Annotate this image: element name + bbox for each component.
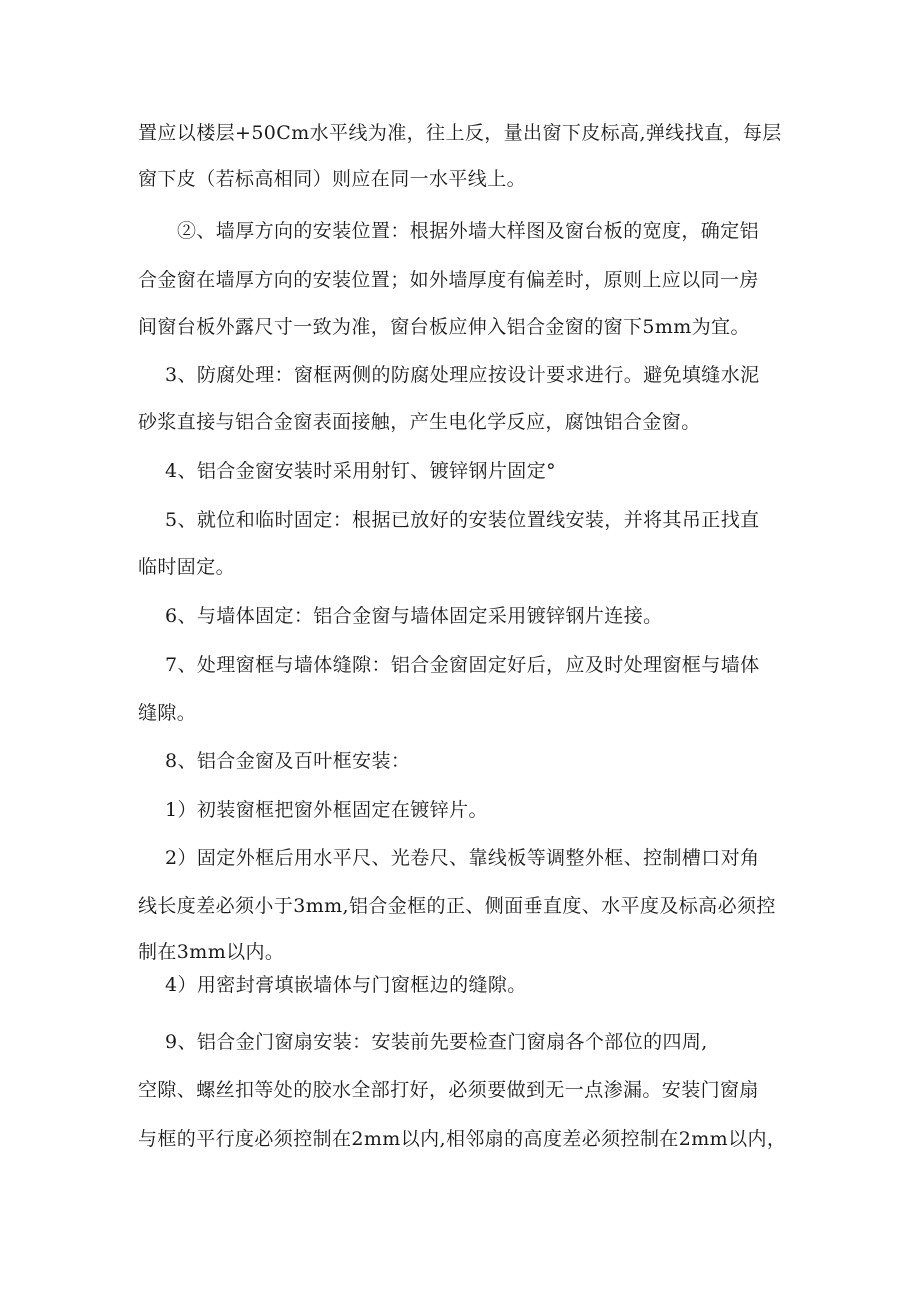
text-line: 4）用密封膏填嵌墙体与门窗框边的缝隙。 [165,974,527,996]
text-line: 9、铝合金门窗扇安装：安装前先要检查门窗扇各个部位的四周, [165,1031,708,1053]
text-line: 置应以楼层+50Cm水平线为准，往上反，量出窗下皮标高,弹线找直，每层 [138,122,782,144]
text-line: 3、防腐处理：窗框两侧的防腐处理应按设计要求进行。避免填缝水泥 [165,364,760,386]
text-line: 临时固定。 [138,556,236,578]
text-line: 窗下皮（若标高相同）则应在同一水平线上。 [138,168,527,190]
text-line: 砂浆直接与铝合金窗表面接触，产生电化学反应，腐蚀铝合金窗。 [138,411,701,433]
text-line: 2）固定外框后用水平尺、光卷尺、靠线板等调整外框、控制槽口对角 [165,847,760,869]
text-line: 5、就位和临时固定：根据已放好的安装位置线安装，并将其吊正找直 [165,509,760,531]
text-line: 缝隙。 [138,702,197,724]
text-line: 空隙、螺丝扣等处的胶水全部打好，必须要做到无一点渗漏。安装门窗扇 [138,1079,759,1101]
text-line: 线长度差必须小于3mm,铝合金框的正、侧面垂直度、水平度及标高必须控 [138,895,776,917]
text-line: 6、与墙体固定：铝合金窗与墙体固定采用镀锌钢片连接。 [165,605,663,627]
text-line: 制在3mm以内。 [138,941,285,963]
text-line: 7、处理窗框与墙体缝隙：铝合金窗固定好后，应及时处理窗框与墙体 [165,654,760,676]
text-line: 1）初装窗框把窗外框固定在镀锌片。 [165,799,488,821]
text-line: 8、铝合金窗及百叶框安装： [165,750,411,772]
text-line: 与框的平行度必须控制在2mm以内,相邻扇的高度差必须控制在2mm以内， [138,1128,787,1150]
text-line: 间窗台板外露尺寸一致为准，窗台板应伸入铝合金窗的窗下5mm为宜。 [138,316,750,338]
text-line: 4、铝合金窗安装时采用射钉、镀锌钢片固定° [165,460,556,482]
text-line: 合金窗在墙厚方向的安装位置；如外墙厚度有偏差时，原则上应以同一房 [138,269,759,291]
text-line: ②、墙厚方向的安装位置：根据外墙大样图及窗台板的宽度，确定铝 [177,220,760,242]
